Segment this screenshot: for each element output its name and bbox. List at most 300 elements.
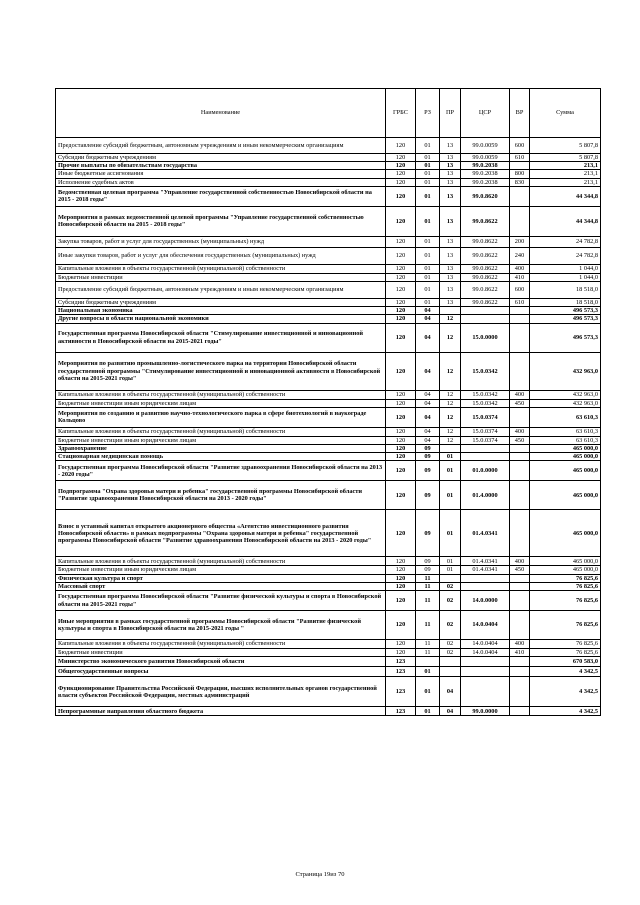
cell-name: Здравоохранение	[56, 445, 386, 453]
table-row	[56, 657, 601, 667]
cell-pr: 13	[440, 178, 461, 186]
cell-csr	[461, 574, 510, 582]
table-row	[56, 566, 601, 574]
cell-csr: 99.0.8622	[461, 236, 510, 247]
table-row	[56, 427, 601, 436]
cell-name: Бюджетные инвестиции	[56, 649, 386, 657]
cell-grbs: 120	[386, 178, 416, 186]
cell-csr: 99.0.8622	[461, 264, 510, 273]
table-row	[56, 677, 601, 707]
cell-rz: 04	[416, 436, 440, 444]
cell-vr	[510, 574, 530, 582]
table-row	[56, 582, 601, 590]
cell-sum: 18 518,0	[530, 282, 601, 299]
cell-vr: 410	[510, 649, 530, 657]
table-row	[56, 390, 601, 399]
cell-vr: 200	[510, 236, 530, 247]
cell-name: Мероприятия по созданию и развитию научно-технологического парка в сфере биотехнологий в наукограде Кольцово	[56, 407, 386, 427]
table-row	[56, 481, 601, 510]
cell-name: Мероприятия в рамках ведомственной целевой программы "Управление государственной собственностью Новосибирской области на 2015 - 2018 годы"	[56, 206, 386, 236]
cell-csr	[461, 315, 510, 323]
cell-rz: 01	[416, 186, 440, 206]
cell-vr: 450	[510, 566, 530, 574]
cell-pr: 01	[440, 453, 461, 461]
document-page	[55, 88, 600, 716]
cell-pr: 04	[440, 677, 461, 707]
table-row	[56, 282, 601, 299]
cell-name: Национальная экономика	[56, 307, 386, 315]
cell-grbs: 120	[386, 236, 416, 247]
cell-vr: 800	[510, 170, 530, 178]
cell-name: Бюджетные инвестиции иным юридическим лицам	[56, 399, 386, 407]
cell-grbs: 120	[386, 427, 416, 436]
cell-rz: 09	[416, 557, 440, 566]
cell-name: Ведомственная целевая программа "Управление государственной собственностью Новосибирской области на 2015 - 2018 годы"	[56, 186, 386, 206]
cell-sum: 465 000,0	[530, 510, 601, 557]
cell-vr	[510, 707, 530, 716]
cell-sum: 496 573,3	[530, 307, 601, 315]
cell-sum: 24 782,8	[530, 247, 601, 264]
cell-csr: 99.0.8622	[461, 206, 510, 236]
cell-vr	[510, 407, 530, 427]
header-grbs: ГРБС	[386, 89, 416, 138]
cell-csr: 15.0.0374	[461, 436, 510, 444]
cell-rz: 01	[416, 282, 440, 299]
cell-name: Капитальные вложения в объекты государственной (муниципальной) собственности	[56, 557, 386, 566]
table-row	[56, 264, 601, 273]
cell-sum: 4 342,5	[530, 707, 601, 716]
cell-vr	[510, 591, 530, 611]
cell-vr: 400	[510, 427, 530, 436]
table-header-row	[56, 89, 601, 138]
cell-vr: 400	[510, 640, 530, 649]
cell-csr: 14.0.0404	[461, 649, 510, 657]
cell-csr: 01.0.0000	[461, 461, 510, 481]
table-row	[56, 170, 601, 178]
cell-sum: 76 825,6	[530, 582, 601, 590]
cell-sum: 76 825,6	[530, 640, 601, 649]
cell-pr: 12	[440, 315, 461, 323]
header-rz: РЗ	[416, 89, 440, 138]
table-row	[56, 557, 601, 566]
table-row	[56, 154, 601, 162]
cell-grbs: 120	[386, 453, 416, 461]
cell-grbs: 120	[386, 510, 416, 557]
cell-csr: 99.0.2038	[461, 170, 510, 178]
cell-grbs: 120	[386, 186, 416, 206]
cell-pr: 12	[440, 352, 461, 390]
cell-grbs: 123	[386, 677, 416, 707]
table-row	[56, 574, 601, 582]
cell-name: Стационарная медицинская помощь	[56, 453, 386, 461]
cell-name: Предоставление субсидий бюджетным, автономным учреждениям и иным некоммерческим организациям	[56, 138, 386, 154]
cell-vr: 400	[510, 390, 530, 399]
cell-grbs: 120	[386, 299, 416, 307]
cell-pr	[440, 307, 461, 315]
cell-grbs: 120	[386, 582, 416, 590]
cell-csr: 01.4.0341	[461, 557, 510, 566]
cell-vr: 400	[510, 264, 530, 273]
cell-grbs: 120	[386, 436, 416, 444]
cell-csr	[461, 657, 510, 667]
cell-sum: 44 344,8	[530, 186, 601, 206]
table-row	[56, 206, 601, 236]
cell-name: Другие вопросы в области национальной экономики	[56, 315, 386, 323]
cell-pr: 02	[440, 611, 461, 640]
cell-rz: 01	[416, 667, 440, 677]
cell-pr: 02	[440, 640, 461, 649]
cell-csr: 99.0.8622	[461, 299, 510, 307]
cell-sum: 432 963,0	[530, 352, 601, 390]
cell-grbs: 120	[386, 273, 416, 281]
cell-name: Государственная программа Новосибирской области "Стимулирование инвестиционной и инновационной активности в Новосибирской области на 2015-2021 годы"	[56, 323, 386, 352]
table-row	[56, 640, 601, 649]
cell-csr: 99.0.8622	[461, 247, 510, 264]
cell-csr	[461, 445, 510, 453]
cell-grbs: 120	[386, 591, 416, 611]
cell-name: Общегосударственные вопросы	[56, 667, 386, 677]
cell-pr: 01	[440, 510, 461, 557]
cell-sum: 432 963,0	[530, 399, 601, 407]
cell-sum: 1 044,0	[530, 264, 601, 273]
cell-csr: 15.0.0374	[461, 407, 510, 427]
cell-sum: 18 518,0	[530, 299, 601, 307]
cell-csr: 99.0.0059	[461, 138, 510, 154]
cell-pr: 13	[440, 236, 461, 247]
cell-grbs: 120	[386, 138, 416, 154]
cell-rz: 11	[416, 640, 440, 649]
table-row	[56, 436, 601, 444]
cell-rz: 01	[416, 247, 440, 264]
cell-pr: 13	[440, 264, 461, 273]
table-row	[56, 591, 601, 611]
cell-rz: 09	[416, 453, 440, 461]
cell-grbs: 120	[386, 264, 416, 273]
cell-sum: 76 825,6	[530, 591, 601, 611]
cell-grbs: 120	[386, 282, 416, 299]
header-sum: Сумма	[530, 89, 601, 138]
cell-sum: 5 807,8	[530, 154, 601, 162]
cell-vr	[510, 611, 530, 640]
cell-rz: 01	[416, 236, 440, 247]
cell-sum: 5 807,8	[530, 138, 601, 154]
cell-vr	[510, 510, 530, 557]
cell-pr: 13	[440, 299, 461, 307]
cell-sum: 465 000,0	[530, 461, 601, 481]
table-row	[56, 407, 601, 427]
cell-csr: 01.4.0000	[461, 481, 510, 510]
cell-grbs: 120	[386, 206, 416, 236]
cell-rz: 04	[416, 407, 440, 427]
page-number: Страница 19из 70	[295, 871, 345, 878]
table-row	[56, 707, 601, 716]
table-row	[56, 178, 601, 186]
cell-sum: 465 000,0	[530, 566, 601, 574]
cell-rz: 01	[416, 206, 440, 236]
cell-name: Физическая культура и спорт	[56, 574, 386, 582]
cell-name: Бюджетные инвестиции иным юридическим лицам	[56, 436, 386, 444]
cell-pr: 12	[440, 399, 461, 407]
cell-csr: 01.4.0341	[461, 566, 510, 574]
cell-name: Подпрограмма "Охрана здоровья матери и ребенка" государственной программы Новосибирской области "Развитие здравоохранения Новосибирской области на 2013 - 2020 годы"	[56, 481, 386, 510]
cell-sum: 4 342,5	[530, 667, 601, 677]
table-row	[56, 186, 601, 206]
cell-vr: 830	[510, 178, 530, 186]
cell-vr	[510, 657, 530, 667]
cell-vr: 450	[510, 399, 530, 407]
cell-vr	[510, 352, 530, 390]
cell-vr	[510, 307, 530, 315]
cell-pr	[440, 657, 461, 667]
cell-pr: 13	[440, 162, 461, 170]
cell-csr: 99.0.8622	[461, 273, 510, 281]
cell-rz: 09	[416, 566, 440, 574]
cell-name: Капитальные вложения в объекты государственной (муниципальной) собственности	[56, 390, 386, 399]
cell-name: Субсидии бюджетным учреждениям	[56, 154, 386, 162]
cell-grbs: 123	[386, 707, 416, 716]
cell-pr: 04	[440, 707, 461, 716]
cell-pr: 12	[440, 436, 461, 444]
cell-rz: 04	[416, 427, 440, 436]
cell-csr: 99.0.8620	[461, 186, 510, 206]
cell-csr: 99.0.8622	[461, 282, 510, 299]
cell-grbs: 123	[386, 657, 416, 667]
header-name: Наименование	[56, 89, 386, 138]
table-row	[56, 461, 601, 481]
cell-rz: 01	[416, 677, 440, 707]
cell-rz: 11	[416, 611, 440, 640]
cell-csr: 99.0.0000	[461, 707, 510, 716]
cell-grbs: 120	[386, 566, 416, 574]
cell-sum: 213,1	[530, 178, 601, 186]
cell-csr	[461, 307, 510, 315]
cell-vr	[510, 206, 530, 236]
cell-grbs: 120	[386, 162, 416, 170]
cell-vr: 600	[510, 138, 530, 154]
cell-pr	[440, 667, 461, 677]
table-row	[56, 247, 601, 264]
cell-pr: 13	[440, 273, 461, 281]
cell-grbs: 120	[386, 154, 416, 162]
cell-sum: 1 044,0	[530, 273, 601, 281]
cell-csr	[461, 667, 510, 677]
cell-csr: 15.0.0342	[461, 352, 510, 390]
table-row	[56, 667, 601, 677]
table-row	[56, 352, 601, 390]
table-row	[56, 611, 601, 640]
cell-rz: 01	[416, 154, 440, 162]
cell-sum: 24 782,8	[530, 236, 601, 247]
cell-vr: 240	[510, 247, 530, 264]
cell-name: Иные бюджетные ассигнования	[56, 170, 386, 178]
cell-vr	[510, 667, 530, 677]
table-row	[56, 315, 601, 323]
cell-pr: 01	[440, 557, 461, 566]
cell-sum: 44 344,8	[530, 206, 601, 236]
cell-pr: 01	[440, 461, 461, 481]
cell-rz: 04	[416, 307, 440, 315]
cell-name: Предоставление субсидий бюджетным, автономным учреждениям и иным некоммерческим организациям	[56, 282, 386, 299]
cell-vr	[510, 162, 530, 170]
cell-vr: 600	[510, 282, 530, 299]
cell-grbs: 120	[386, 461, 416, 481]
cell-grbs: 120	[386, 649, 416, 657]
cell-sum: 465 000,0	[530, 453, 601, 461]
cell-sum: 76 825,6	[530, 611, 601, 640]
cell-name: Государственная программа Новосибирской области "Развитие физической культуры и спорта в Новосибирской области на 2015-2021 годы"	[56, 591, 386, 611]
cell-name: Закупка товаров, работ и услуг для государственных (муниципальных) нужд	[56, 236, 386, 247]
cell-vr	[510, 323, 530, 352]
cell-pr: 01	[440, 481, 461, 510]
cell-name: Министерство экономического развития Новосибирской области	[56, 657, 386, 667]
cell-rz: 04	[416, 390, 440, 399]
cell-sum: 213,1	[530, 170, 601, 178]
table-row	[56, 510, 601, 557]
cell-vr: 610	[510, 299, 530, 307]
cell-sum: 63 610,3	[530, 407, 601, 427]
cell-rz: 01	[416, 178, 440, 186]
cell-rz	[416, 657, 440, 667]
cell-pr: 02	[440, 582, 461, 590]
cell-csr	[461, 453, 510, 461]
cell-grbs: 120	[386, 323, 416, 352]
cell-grbs: 123	[386, 667, 416, 677]
cell-sum: 432 963,0	[530, 390, 601, 399]
cell-name: Функционирование Правительства Российской Федерации, высших исполнительных органов государственной власти субъектов Российской Федерации, местных администраций	[56, 677, 386, 707]
cell-rz: 01	[416, 170, 440, 178]
cell-rz: 11	[416, 649, 440, 657]
cell-rz: 09	[416, 445, 440, 453]
cell-rz: 01	[416, 264, 440, 273]
cell-grbs: 120	[386, 557, 416, 566]
header-vr: ВР	[510, 89, 530, 138]
cell-sum: 4 342,5	[530, 677, 601, 707]
cell-sum: 496 573,3	[530, 315, 601, 323]
cell-vr: 400	[510, 557, 530, 566]
cell-csr: 15.0.0342	[461, 390, 510, 399]
cell-grbs: 120	[386, 399, 416, 407]
cell-csr	[461, 582, 510, 590]
cell-vr	[510, 445, 530, 453]
cell-vr: 610	[510, 154, 530, 162]
cell-csr: 14.0.0404	[461, 640, 510, 649]
cell-name: Массовый спорт	[56, 582, 386, 590]
table-row	[56, 273, 601, 281]
budget-table	[55, 88, 601, 716]
cell-rz: 01	[416, 273, 440, 281]
cell-rz: 01	[416, 138, 440, 154]
cell-vr	[510, 453, 530, 461]
table-row	[56, 649, 601, 657]
cell-pr: 13	[440, 206, 461, 236]
cell-grbs: 120	[386, 481, 416, 510]
cell-vr: 450	[510, 436, 530, 444]
cell-pr: 12	[440, 407, 461, 427]
cell-rz: 04	[416, 399, 440, 407]
cell-name: Иные закупки товаров, работ и услуг для обеспечения государственных (муниципальных) нужд	[56, 247, 386, 264]
cell-grbs: 120	[386, 445, 416, 453]
cell-grbs: 120	[386, 611, 416, 640]
cell-rz: 09	[416, 481, 440, 510]
cell-vr	[510, 461, 530, 481]
cell-pr: 13	[440, 282, 461, 299]
cell-sum: 63 610,3	[530, 427, 601, 436]
cell-rz: 01	[416, 162, 440, 170]
cell-rz: 09	[416, 510, 440, 557]
cell-sum: 465 000,0	[530, 445, 601, 453]
cell-csr: 15.0.0342	[461, 399, 510, 407]
cell-name: Иные мероприятия в рамках государственной программы Новосибирской области "Развитие физической культуры и спорта в Новосибирской области на 2015-2021 годы "	[56, 611, 386, 640]
cell-name: Взнос в уставный капитал открытого акционерного общества «Агентство инвестиционного развития Новосибирской области» в рамках подпрограммы "Охрана здоровья матери и ребенка" государственной программы Новосибирской области "Развитие здравоохранения Новосибирской области на 2013 - 2020 годы"	[56, 510, 386, 557]
cell-rz: 01	[416, 299, 440, 307]
cell-sum: 76 825,6	[530, 574, 601, 582]
cell-csr	[461, 677, 510, 707]
cell-grbs: 120	[386, 390, 416, 399]
header-csr: ЦСР	[461, 89, 510, 138]
cell-rz: 11	[416, 574, 440, 582]
cell-sum: 465 000,0	[530, 557, 601, 566]
cell-grbs: 120	[386, 315, 416, 323]
cell-pr: 13	[440, 170, 461, 178]
cell-grbs: 120	[386, 352, 416, 390]
cell-name: Бюджетные инвестиции	[56, 273, 386, 281]
cell-grbs: 120	[386, 640, 416, 649]
cell-name: Непрограммные направления областного бюджета	[56, 707, 386, 716]
table-row	[56, 236, 601, 247]
table-row	[56, 162, 601, 170]
cell-name: Капитальные вложения в объекты государственной (муниципальной) собственности	[56, 427, 386, 436]
cell-name: Бюджетные инвестиции иным юридическим лицам	[56, 566, 386, 574]
cell-csr: 99.0.2038	[461, 178, 510, 186]
cell-name: Государственная программа Новосибирской области "Развитие здравоохранения Новосибирской области на 2013 - 2020 годы"	[56, 461, 386, 481]
cell-csr: 99.0.0059	[461, 154, 510, 162]
cell-csr: 14.0.0404	[461, 611, 510, 640]
cell-name: Капитальные вложения в объекты государственной (муниципальной) собственности	[56, 264, 386, 273]
cell-sum: 496 573,3	[530, 323, 601, 352]
cell-pr: 12	[440, 427, 461, 436]
cell-rz: 09	[416, 461, 440, 481]
table-row	[56, 399, 601, 407]
cell-vr	[510, 582, 530, 590]
cell-csr: 15.0.0000	[461, 323, 510, 352]
cell-sum: 63 610,3	[530, 436, 601, 444]
table-row	[56, 307, 601, 315]
cell-pr: 13	[440, 138, 461, 154]
cell-vr	[510, 481, 530, 510]
cell-pr: 13	[440, 186, 461, 206]
cell-rz: 11	[416, 591, 440, 611]
cell-rz: 01	[416, 707, 440, 716]
cell-name: Прочие выплаты по обязательствам государства	[56, 162, 386, 170]
cell-rz: 04	[416, 352, 440, 390]
cell-name: Исполнение судебных актов	[56, 178, 386, 186]
cell-vr: 410	[510, 273, 530, 281]
cell-vr	[510, 315, 530, 323]
cell-pr	[440, 574, 461, 582]
cell-sum: 213,1	[530, 162, 601, 170]
cell-pr: 13	[440, 247, 461, 264]
cell-pr	[440, 445, 461, 453]
cell-csr: 01.4.0341	[461, 510, 510, 557]
cell-name: Капитальные вложения в объекты государственной (муниципальной) собственности	[56, 640, 386, 649]
table-row	[56, 299, 601, 307]
header-pr: ПР	[440, 89, 461, 138]
cell-rz: 04	[416, 315, 440, 323]
cell-pr: 13	[440, 154, 461, 162]
cell-grbs: 120	[386, 407, 416, 427]
cell-pr: 12	[440, 390, 461, 399]
cell-grbs: 120	[386, 307, 416, 315]
